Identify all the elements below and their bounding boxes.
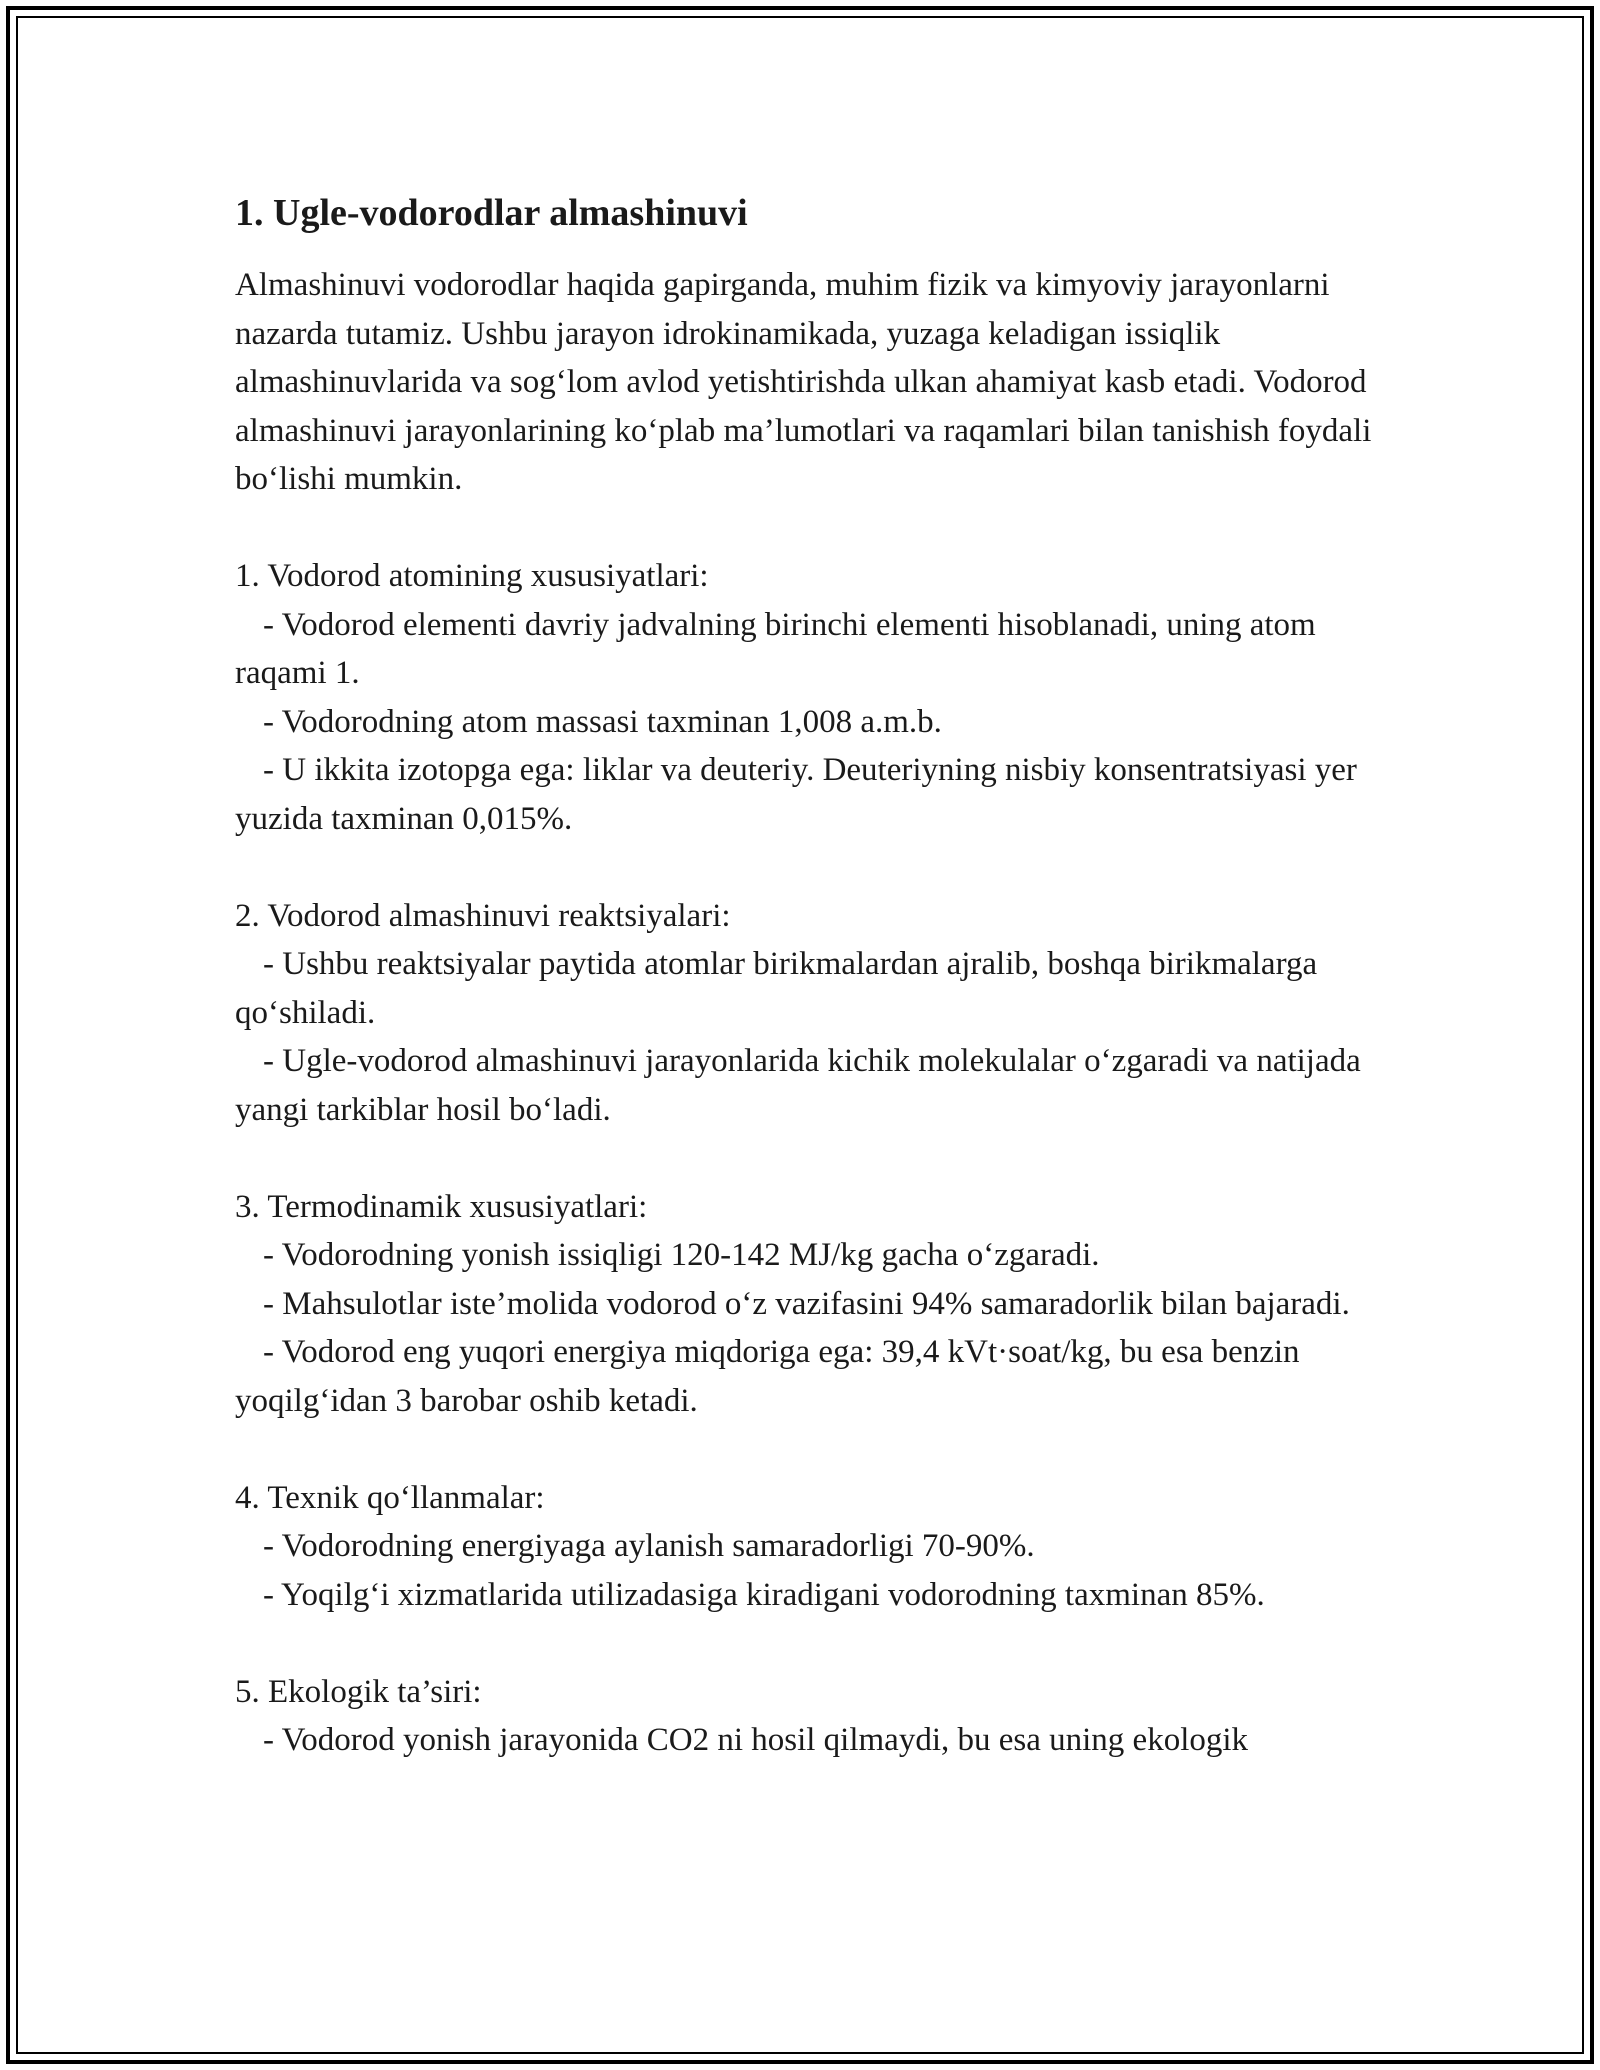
list-item: - Ugle-vodorod almashinuvi jarayonlarida kichik molekulalar o‘zgaradi va natijada yangi tarkiblar hosil bo‘ladi.: [235, 1043, 1361, 1128]
list-item: - Ushbu reaktsiyalar paytida atomlar birikmalardan ajralib, boshqa birikmalarga qo‘shiladi.: [235, 946, 1318, 1031]
list-item: - Vodorodning atom massasi taxminan 1,008 a.m.b.: [263, 703, 942, 740]
intro-paragraph: Almashinuvi vodorodlar haqida gapirganda, muhim fizik va kimyoviy jarayonlarni nazarda tutamiz. Ushbu jarayon idrokinamikada, yuzaga keladigan issiqlik almashinuvlarida va sog‘lom avlod yetishtirishda ulkan ahamiyat kasb etadi. Vodorod almashinuvi jarayonlarining ko‘plab ma’lumotlari va raqamlari bilan tanishish foydali bo‘lishi mumkin.: [235, 267, 1372, 497]
list-item: - Vodorod yonish jarayonida CO2 ni hosil qilmaydi, bu esa uning ekologik: [263, 1722, 1249, 1758]
section-thermodynamics: [235, 1183, 1385, 1426]
list-item: - U ikkita izotopga ega: liklar va deuteriy. Deuteriyning nisbiy konsentratsiyasi yer yuzida taxminan 0,015%.: [235, 752, 1357, 837]
list-item: - Yoqilg‘i xizmatlarida utilizadasiga kiradigani vodorodning taxminan 85%.: [263, 1576, 1265, 1613]
section-heading: 4. Texnik qo‘llanmalar:: [235, 1479, 545, 1516]
list-item: - Vodorodning yonish issiqligi 120-142 MJ/kg gacha o‘zgaradi.: [263, 1237, 1100, 1273]
section-heading: 1. Vodorod atomining xususiyatlari:: [235, 558, 709, 594]
document-title: 1. Ugle-vodorodlar almashinuvi: [235, 192, 748, 234]
section-heading: 3. Termodinamik xususiyatlari:: [235, 1188, 648, 1225]
list-item: - Vodorod eng yuqori energiya miqdoriga ega: 39,4 kVt·soat/kg, bu esa benzin yoqilg‘idan 3 barobar oshib ketadi.: [235, 1334, 1300, 1419]
section-atom-properties: [235, 552, 1385, 843]
document-body: [235, 185, 1385, 1765]
section-technical-applications: [235, 1474, 1385, 1620]
list-item: - Mahsulotlar iste’molida vodorod o‘z vazifasini 94% samaradorlik bilan bajaradi.: [263, 1285, 1350, 1322]
list-item: - Vodorod elementi davriy jadvalning birinchi elementi hisoblanadi, uning atom raqami 1.: [235, 606, 1316, 691]
section-ecological-impact: [235, 1668, 1385, 1765]
section-reactions: [235, 892, 1385, 1135]
section-heading: 2. Vodorod almashinuvi reaktsiyalari:: [235, 897, 731, 934]
list-item: - Vodorodning energiyaga aylanish samaradorligi 70-90%.: [263, 1528, 1035, 1564]
section-heading: 5. Ekologik ta’siri:: [235, 1673, 482, 1710]
